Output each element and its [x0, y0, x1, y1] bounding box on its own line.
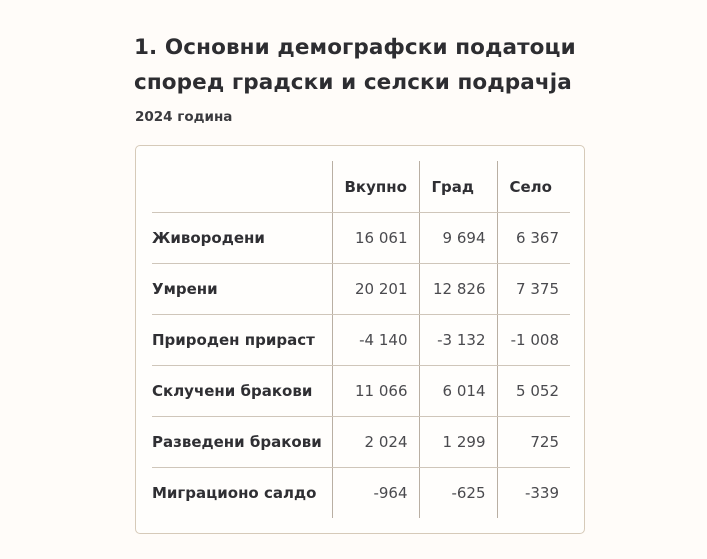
- table-row: [152, 366, 570, 417]
- cell-total: 20 201: [332, 264, 419, 315]
- page-title: 1. Основни демографски податоци според градски и селски подрачја: [134, 35, 576, 95]
- cell-total: 11 066: [332, 366, 419, 417]
- row-label: Живородени: [152, 213, 332, 264]
- cell-city: 1 299: [419, 417, 497, 468]
- table-row: [152, 468, 570, 519]
- cell-city: -3 132: [419, 315, 497, 366]
- header-total: Вкупно: [332, 161, 419, 213]
- cell-village: -339: [524, 484, 559, 502]
- table-row: [152, 264, 570, 315]
- row-label: Природен прираст: [152, 315, 332, 366]
- demographic-table: [152, 161, 570, 518]
- row-label: Склучени бракови: [152, 366, 332, 417]
- table-header-row: [152, 161, 570, 213]
- row-label: Умрени: [152, 264, 332, 315]
- table-row: [152, 315, 570, 366]
- cell-total: -4 140: [332, 315, 419, 366]
- header-empty: [152, 161, 332, 213]
- row-label: Разведени бракови: [152, 417, 332, 468]
- table-row: [152, 213, 570, 264]
- table-card: [135, 145, 585, 534]
- table-row: [152, 417, 570, 468]
- cell-total: 2 024: [332, 417, 419, 468]
- cell-total: -964: [332, 468, 419, 519]
- cell-village: 7 375: [497, 264, 570, 315]
- header-city: Град: [419, 161, 497, 213]
- cell-village: -1 008: [497, 315, 570, 366]
- row-label: Миграционо салдо: [152, 468, 332, 519]
- page-subtitle: 2024 година: [135, 109, 233, 125]
- cell-village: 5 052: [497, 366, 570, 417]
- cell-city: 6 014: [419, 366, 497, 417]
- cell-city: -625: [419, 468, 497, 519]
- cell-total: 16 061: [332, 213, 419, 264]
- cell-village: 6 367: [497, 213, 570, 264]
- header-village: Село: [497, 161, 570, 213]
- cell-village: 725: [497, 417, 570, 468]
- cell-city: 12 826: [419, 264, 497, 315]
- cell-city: 9 694: [419, 213, 497, 264]
